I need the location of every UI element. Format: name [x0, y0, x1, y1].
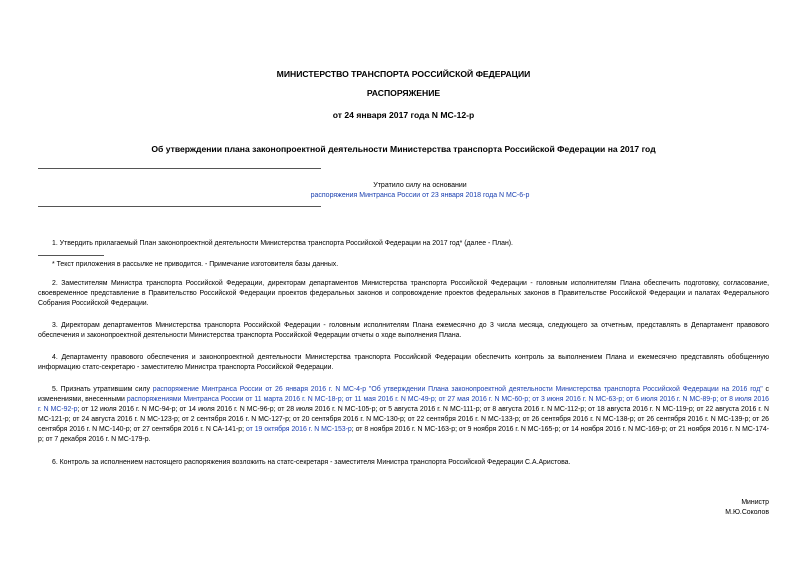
paragraph-5-text-3: ; от 12 июля 2016 г. N МС-94-р; от 14 июля 2016 г. N МС-96-р; от 28 июля 2016 г. N МС-105-р; от 5 августа 2016 г. N МС-111-р; от 8 августа 2016 г. N МС-112-р; от 18 августа 2016 г. N МС-119-р; от 22 августа 2016 г. N МС-121-р; от 24 августа 2016 г. N МС-123-р; от 2 сентября 2016 г. N МС-127-р; от 20 сентября 2016 г. N МС-130-р; от 22 сентября 2016 г. N МС-133-р; от 26 сентября 2016 г. N МС-138-р; от 26 сентября 2016 г. N МС-139-р; от 26 сентября 2016 г. N МС-140-р; от 27 сентября 2016 г. N СА-141-р;: [38, 406, 769, 433]
paragraph-3: [38, 321, 769, 341]
paragraph-5-text-1: 5. Признать утратившим силу: [52, 386, 153, 393]
ministry-heading: МИНИСТЕРСТВО ТРАНСПОРТА РОССИЙСКОЙ ФЕДЕРАЦИИ: [276, 69, 531, 79]
amendments-link[interactable]: распоряжениями Минтранса России от 11 марта 2016 г. N МС-18-р; от 11 мая 2016 г. N МС-49-р; от 27 мая 2016 г. N МС-60-р; от 3 июня 2016 г. N МС-63-р; от 6 июля 2016 г. N МС-89-р; от 8 июля 2016 г. N МС-92-р: [38, 396, 769, 413]
status-note: [190, 181, 650, 201]
paragraph-2: [38, 279, 769, 309]
divider-bottom: [38, 206, 321, 207]
paragraph-2-text: 2. Заместителям Министра транспорта Российской Федерации, директорам департаментов Министерства транспорта Российской Федерации - головным исполнителям Плана обеспечить подготовку, согласование, своевременное представление в Правительство Российской Федерации проектов федеральных законов и сопровождение проектов федеральных законов в Правительстве Российской Федерации и палатах Федерального Собрания Российской Федерации.: [38, 280, 769, 307]
paragraph-5-text-4: ; от 8 ноября 2016 г. N МС-163-р; от 9 ноября 2016 г. N МС-165-р; от 14 ноября 2016 г. N МС-169-р; от 21 ноября 2016 г. N МС-174-р; от 7 декабря 2016 г. N МС-179-р.: [38, 426, 769, 443]
status-note-link[interactable]: распоряжения Минтранса России от 23 января 2018 года N МС-6-р: [310, 192, 530, 199]
paragraph-4-text: 4. Департаменту правового обеспечения и законопроектной деятельности Министерства транспорта Российской Федерации обеспечить контроль за выполнением Плана и ежемесячно представлять обобщенную информацию статс-секретарю - заместителю Министра транспорта Российской Федерации.: [38, 354, 769, 371]
footnote-divider: [38, 255, 104, 256]
footnote: [38, 260, 338, 270]
paragraph-3-text: 3. Директорам департаментов Министерства транспорта Российской Федерации - головным исполнителям Плана ежемесячно до 3 числа месяца, следующего за отчетным, представлять в Департамент правового обеспечения и законопроектной деятельности Министерства транспорта Российской Федерации отчеты о ходе выполнения Плана.: [38, 322, 769, 339]
paragraph-5-text-2: с изменениями, внесенными: [38, 386, 769, 403]
status-note-text: Утратило силу на основании: [373, 182, 467, 189]
october-order-link[interactable]: от 19 октября 2016 г. N МС-153-р: [245, 426, 352, 433]
document-date-number: от 24 января 2017 года N МС-12-р: [332, 110, 475, 120]
paragraph-6: [38, 458, 769, 468]
divider-top: [38, 168, 321, 169]
paragraph-5: [38, 385, 769, 445]
document-type: РАСПОРЯЖЕНИЕ: [366, 88, 441, 98]
footnote-text: * Текст приложения в рассылке не приводится. - Примечание изготовителя базы данных.: [52, 261, 339, 268]
paragraph-6-text: 6. Контроль за исполнением настоящего распоряжения возложить на статс-секретаря - заместителя Министра транспорта Российской Федерации С.А.Аристова.: [52, 459, 571, 466]
paragraph-1-text: 1. Утвердить прилагаемый План законопроектной деятельности Министерства транспорта Российской Федерации на 2017 год* (далее - План).: [52, 240, 513, 247]
signatory-position: Министр: [741, 499, 769, 506]
document-title: Об утверждении плана законопроектной деятельности Министерства транспорта Российской Федерации на 2017 год: [151, 144, 656, 154]
repealed-order-link[interactable]: распоряжение Минтранса России от 26 января 2016 г. N МС-4-р "Об утверждении Плана законопроектной деятельности Министерства транспорта Российской Федерации на 2016 год": [152, 386, 763, 393]
signature-block: [725, 498, 769, 518]
paragraph-1: [38, 239, 769, 249]
paragraph-4: [38, 353, 769, 373]
signatory-name: М.Ю.Соколов: [725, 509, 769, 516]
